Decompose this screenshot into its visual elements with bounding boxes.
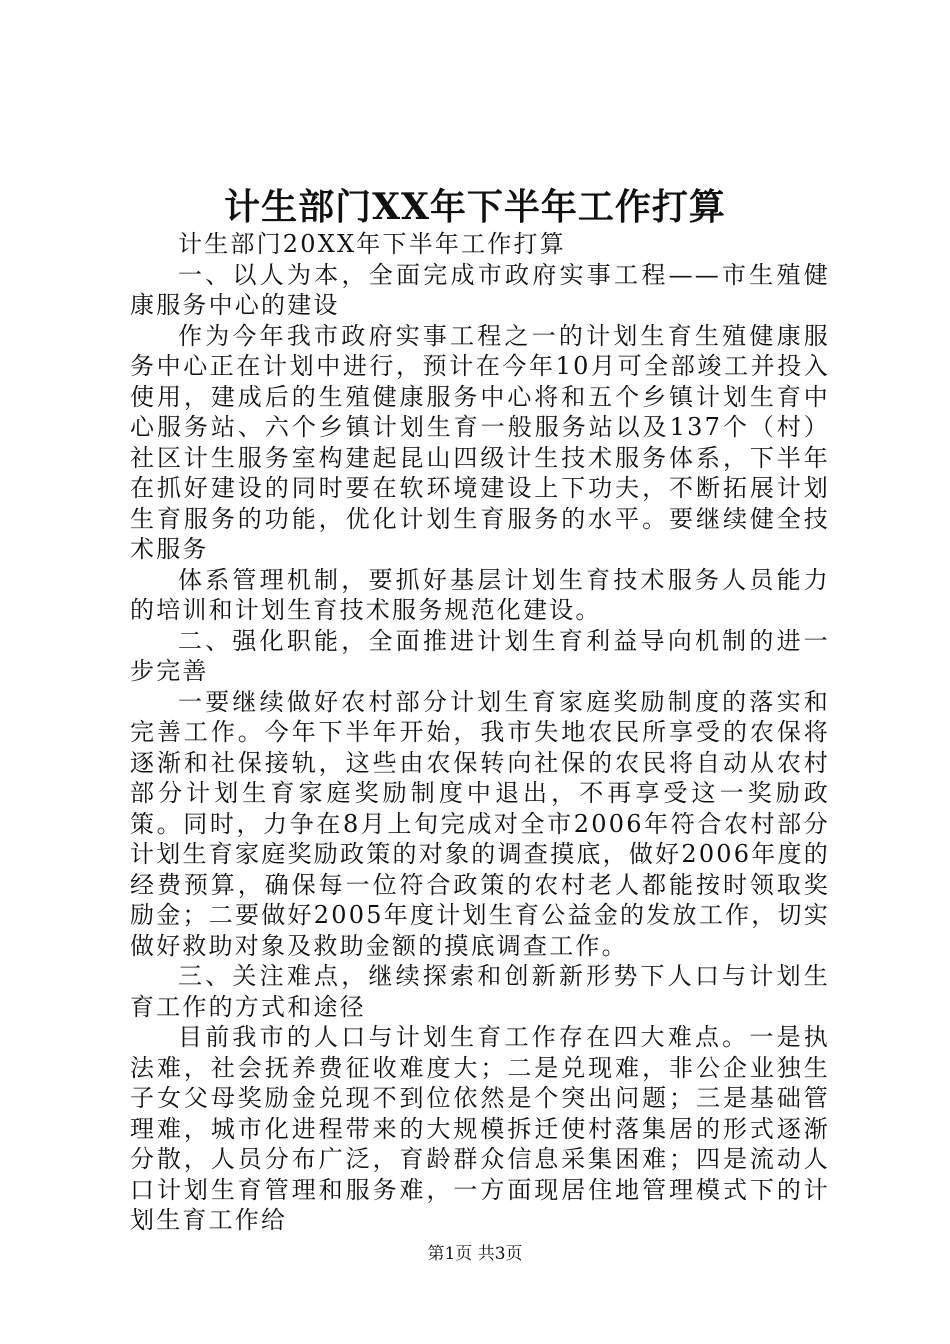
paragraph-section-1-continued: 体系管理机制，要抓好基层计划生育技术服务人员能力的培训和计划生育技术服务规范化建设。 xyxy=(130,565,830,624)
paragraph-section-3-heading: 三、关注难点，继续探索和创新新形势下人口与计划生育工作的方式和途径 xyxy=(130,962,830,1021)
document-body xyxy=(130,229,830,1236)
paragraph-section-1-heading: 一、以人为本，全面完成市政府实事工程——市生殖健康服务中心的建设 xyxy=(130,260,830,319)
document-title: 计生部门XX年下半年工作打算 xyxy=(224,186,726,228)
paragraph-subtitle: 计生部门20XX年下半年工作打算 xyxy=(178,230,566,258)
paragraph-section-1-body: 作为今年我市政府实事工程之一的计划生育生殖健康服务中心正在计划中进行，预计在今年10月可全部竣工并投入使用，建成后的生殖健康服务中心将和五个乡镇计划生育中心服务站、六个乡镇计划生育一般服务站以及137个（村）社区计生服务室构建起昆山四级计生技术服务体系，下半年在抓好建设的同时要在软环境建设上下功夫，不断拓展计划生育服务的功能，优化计划生育服务的水平。要继续健全技术服务 xyxy=(130,321,830,563)
paragraph-section-2-heading: 二、强化职能，全面推进计划生育利益导向机制的进一步完善 xyxy=(130,626,830,685)
paragraph-section-3-body: 目前我市的人口与计划生育工作存在四大难点。一是执法难，社会抚养费征收难度大；二是兑现难，非公企业独生子女父母奖励金兑现不到位依然是个突出问题；三是基础管理难，城市化进程带来的大规模拆迁使村落集居的形式逐渐分散，人员分布广泛，育龄群众信息采集困难；四是流动人口计划生育管理和服务难，一方面现居住地管理模式下的计划生育工作给 xyxy=(130,1023,830,1234)
page-number-footer: 第1页 共3页 xyxy=(427,1244,523,1264)
paragraph-section-2-body: 一要继续做好农村部分计划生育家庭奖励制度的落实和完善工作。今年下半年开始，我市失地农民所享受的农保将逐渐和社保接轨，这些由农保转向社保的农民将自动从农村部分计划生育家庭奖励制度中退出，不再享受这一奖励政策。同时，力争在8月上旬完成对全市2006年符合农村部分计划生育家庭奖励政策的对象的调查摸底，做好2006年度的经费预算，确保每一位符合政策的农村老人都能按时领取奖励金；二要做好2005年度计划生育公益金的发放工作，切实做好救助对象及救助金额的摸底调查工作。 xyxy=(130,687,830,960)
